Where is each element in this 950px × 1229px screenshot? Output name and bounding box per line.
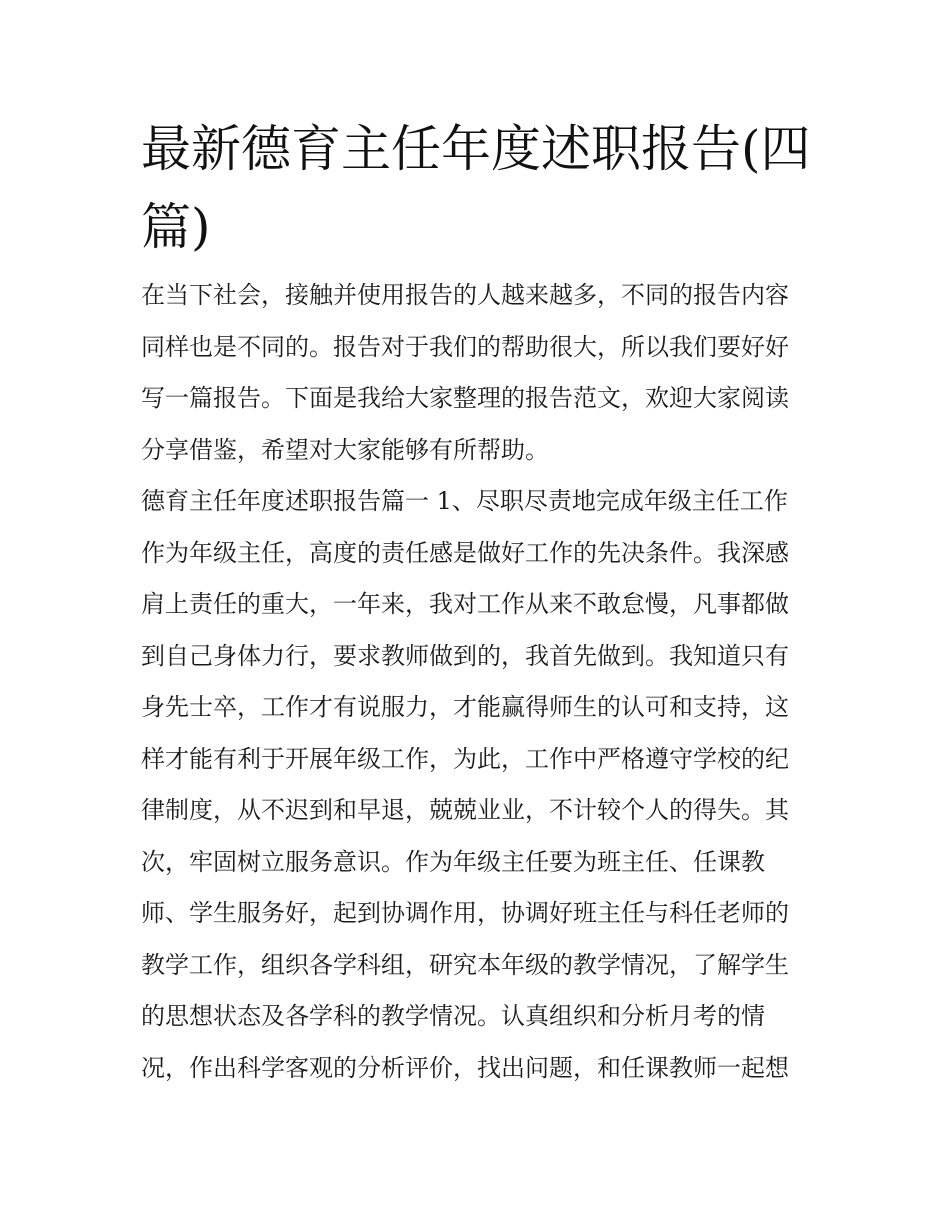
title-line: 最新德育主任年度述职报告(四 [141,120,811,178]
body-line: 德育主任年度述职报告篇一 1、尽职尽责地完成年级主任工作 [141,487,788,515]
body-line: 肩上责任的重大，一年来，我对工作从来不敢怠慢，凡事都做 [141,590,789,618]
body-line: 在当下社会，接触并使用报告的人越来越多，不同的报告内容 [141,281,789,309]
body-line: 次，牢固树立服务意识。作为年级主任要为班主任、任课教 [141,847,765,876]
body-line: 分享借鉴，希望对大家能够有所帮助。 [141,435,549,464]
title-line: 篇) [141,198,211,256]
body-line: 到自己身体力行，要求教师做到的，我首先做到。我知道只有 [141,641,789,670]
body-line: 身先士卒，工作才有说服力，才能赢得师生的认可和支持，这 [141,693,789,721]
body-line: 样才能有利于开展年级工作，为此，工作中严格遵守学校的纪 [141,744,789,773]
body-line: 作为年级主任，高度的责任感是做好工作的先决条件。我深感 [141,538,789,567]
body-line: 写一篇报告。下面是我给大家整理的报告范文，欢迎大家阅读 [141,384,789,412]
document-page [141,110,813,1094]
body-line: 的思想状态及各学科的教学情况。认真组织和分析月考的情 [141,1002,765,1030]
body-line: 律制度，从不迟到和早退，兢兢业业，不计较个人的得失。其 [141,796,789,824]
document-title [141,110,813,266]
body-line: 教学工作，组织各学科组，研究本年级的教学情况，了解学生 [141,950,789,979]
body-line: 同样也是不同的。报告对于我们的帮助很大，所以我们要好好 [141,332,789,361]
body-line: 况，作出科学客观的分析评价，找出问题，和任课教师一起想 [141,1053,789,1082]
body-line: 师、学生服务好，起到协调作用，协调好班主任与科任老师的 [141,899,789,927]
document-body [141,270,813,1094]
